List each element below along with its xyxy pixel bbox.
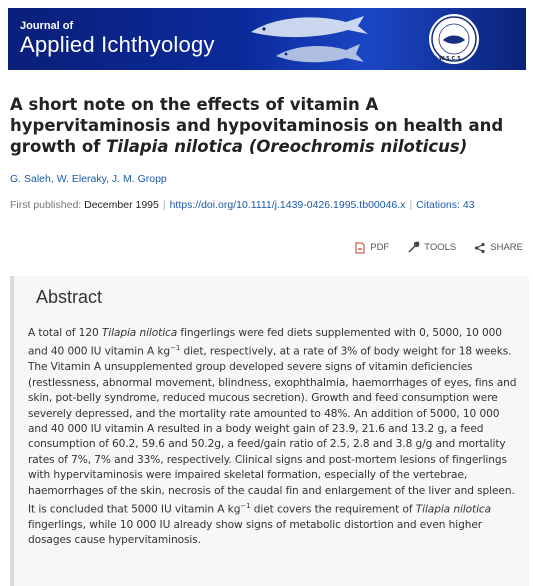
first-published-date: December 1995 [84,199,159,211]
pdf-icon [354,242,366,254]
article-toolbar [354,241,523,254]
doi-link[interactable]: https://doi.org/10.1111/j.1439-0426.1995.tb00046.x [169,199,406,211]
seal-text: W.S.C.S. [439,56,463,62]
tools-button[interactable]: TOOLS [407,241,456,254]
pdf-button[interactable]: PDF [354,242,389,254]
abstract-heading: Abstract [36,287,103,307]
article-title: A short note on the effects of vitamin A hypervitaminosis and hypovitaminosis on health and growth of Tilapia nilotica (Oreochromis niloticus) [10,95,504,156]
author-list[interactable]: G. Saleh, W. Eleraky, J. M. Gropp [10,173,167,185]
fish-illustration-icon [246,12,376,68]
first-published-label: First published: [10,199,85,211]
journal-name: Applied Ichthyology [20,32,215,57]
share-icon [474,242,486,254]
share-button[interactable]: SHARE [474,242,523,254]
journal-banner[interactable] [8,8,526,70]
wrench-icon [407,241,420,254]
journal-prefix: Journal of [20,20,74,32]
abstract-section [10,276,529,586]
citations-link[interactable]: Citations: 43 [416,199,475,211]
publication-info: First published: December 1995 | https://doi.org/10.1111/j.1439-0426.1995.tb00046.x | Citations: 43 [10,199,475,211]
abstract-text: A total of 120 Tilapia nilotica fingerlings were fed diets supplemented with 0, 5000, 10 000 and 40 000 IU vitamin A $kg^{-1}$ diet, respectively, at a rate of 3% of body weight for 18 weeks. The Vitamin A unsupplemented group developed severe signs of vitamin deficiencies (restlessness, abnormal movement, blindness, exophthalmia, haemorrhages of eyes, fins and skin, pot-belly syndrome, reduced mucous secretion). Growth and feed consumption were severely depressed, and the mortality rate amounted to 48%. An addition of 5000, 10 000 and 40 000 IU vitamin A resulted in a body weight gain of 23.9, 21.6 and 13.2 g, a feed consumption of 60.2, 59.6 and 50.2g, a feed/gain ratio of 2.5, 2.8 and 3.8 g/g and mortality rates of 7%, 7% and 33%, respectively. Clinical signs and post-mortem lesions of fingerlings with hypervitaminosis were impaired skeletal formation, especially of the vertebrae, haemorrhages of the skin, necrosis of the caudal fin and enlargement of the liver and spleen. It is concluded that 5000 IU vitamin A $kg^{-1}$ diet covers the requirement of Tilapia nilotica fingerlings, while 10 000 IU already show signs of metabolic distortion and even higher dosages cause hypervitaminosis. [28,327,517,547]
